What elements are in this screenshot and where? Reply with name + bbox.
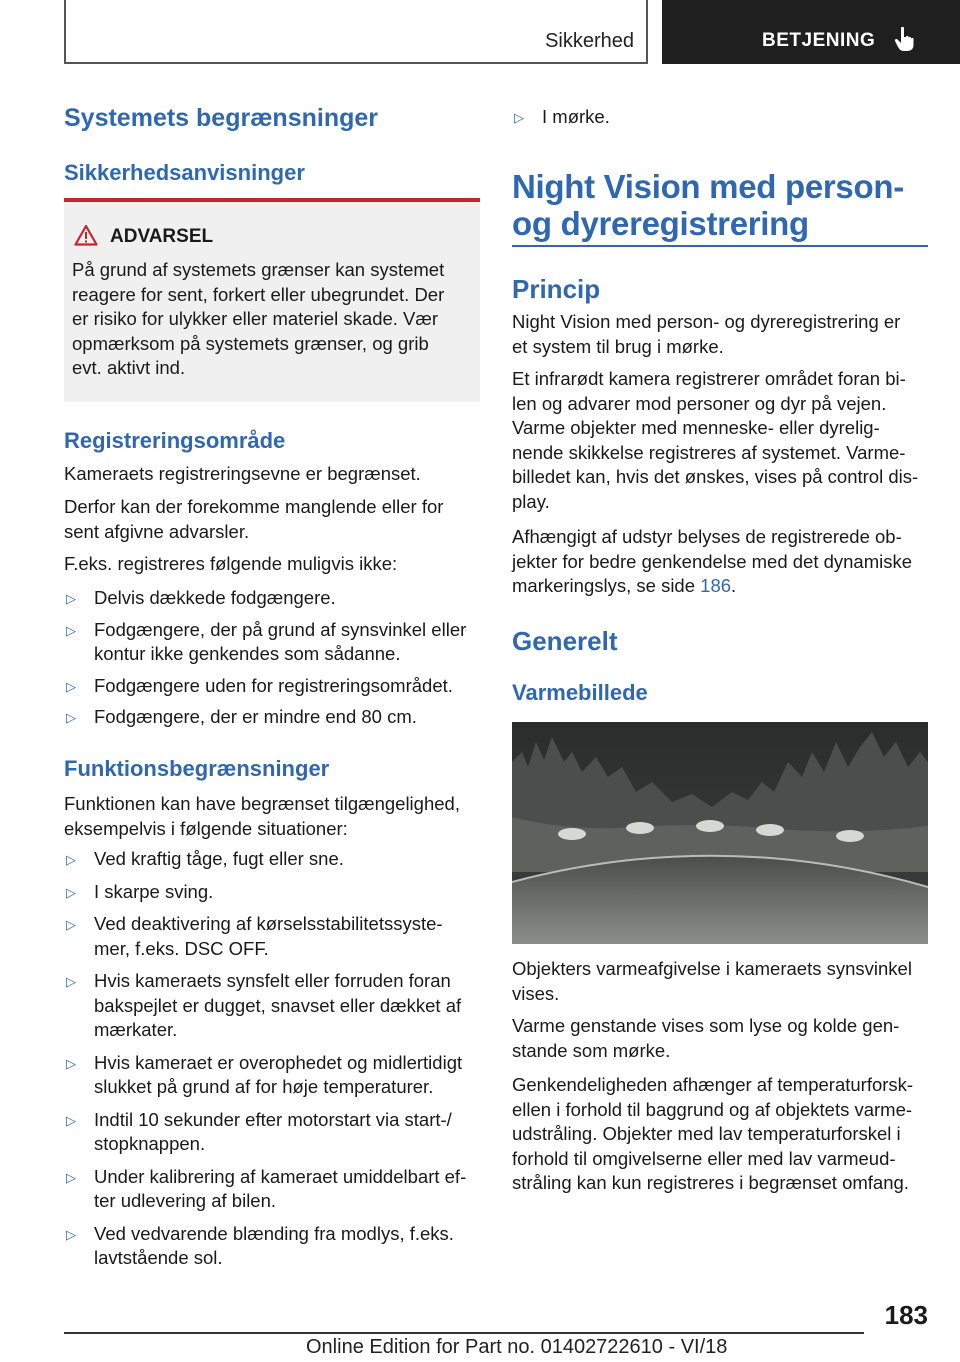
left-heading-registrering: Registreringsområde xyxy=(64,428,286,453)
bullet-triangle-icon: ▷ xyxy=(66,1055,76,1071)
warning-line: På grund af systemets grænser kan systemet xyxy=(72,259,445,280)
bullet-text: I mørke. xyxy=(542,106,610,127)
bullet-text: bakspejlet er dugget, snavset eller dækket af xyxy=(94,994,462,1016)
bullet-text: I skarpe sving. xyxy=(94,880,214,902)
list-item xyxy=(64,969,480,1043)
after-img-line: udstråling. Objekter med lav temperaturforskel i xyxy=(512,1123,901,1144)
princip-line-text: markeringslys, se side xyxy=(512,575,701,596)
left-heading-funktion: Funktionsbegrænsninger xyxy=(64,756,330,781)
after-img-line: Varme genstande vises som lyse og kolde gen- xyxy=(512,1015,900,1036)
list-item xyxy=(64,880,480,905)
list-item xyxy=(64,618,480,667)
bullet-text: slukket på grund af for høje temperaturer. xyxy=(94,1076,434,1097)
list-item xyxy=(64,847,480,872)
bullet-text: ter udlevering af bilen. xyxy=(94,1190,277,1211)
list-item xyxy=(64,674,480,699)
princip-line: nende skikkelse registreres af systemet. Varme- xyxy=(512,441,906,463)
list-item xyxy=(64,705,480,730)
bullet-triangle-icon: ▷ xyxy=(514,110,524,125)
warning-triangle-icon xyxy=(74,224,98,246)
after-img-line: Genkendeligheden afhænger af temperaturforsk- xyxy=(512,1074,914,1095)
warning-line: opmærksom på systemets grænser, og grib xyxy=(72,332,429,354)
princip-line: len og advarer mod personer og dyr på vejen. xyxy=(512,392,887,414)
footer-divider xyxy=(64,1332,864,1334)
bullet-text: Under kalibrering af kameraet umiddelbart ef- xyxy=(94,1165,467,1187)
list-item xyxy=(64,1165,480,1214)
bullet-triangle-icon: ▷ xyxy=(66,1226,76,1242)
warning-line: evt. aktivt ind. xyxy=(72,357,186,378)
list-item xyxy=(64,586,480,611)
page-number: 183 xyxy=(884,1300,928,1330)
header-section-box xyxy=(64,0,648,64)
func-bullet-list xyxy=(64,847,480,1271)
bullet-text: Fodgængere, der på grund af synsvinkel eller xyxy=(94,618,467,640)
right-title-line: Night Vision med person- xyxy=(512,168,904,205)
after-img-line: ellen i forhold til baggrund og af objektets varme- xyxy=(512,1098,913,1120)
reg-paragraph-2-line: Derfor kan der forekomme manglende eller for xyxy=(64,496,444,517)
bullet-text: Ved deaktivering af kørselsstabilitetssyste- xyxy=(94,913,443,934)
princip-paragraph-1 xyxy=(512,310,900,359)
princip-line: jekter for bedre genkendelse med det dynamiske xyxy=(512,550,913,572)
animal-shape xyxy=(696,820,724,832)
bullet-text: Ved kraftig tåge, fugt eller sne. xyxy=(94,848,344,869)
after-img-line: stande som mørke. xyxy=(512,1039,671,1061)
list-item xyxy=(64,912,480,961)
princip-line: Night Vision med person- og dyreregistrering er xyxy=(512,311,901,332)
bullet-text: Hvis kameraet er overophedet og midlertidigt xyxy=(94,1051,463,1073)
left-heading-sikkerhed: Sikkerhedsanvisninger xyxy=(64,160,305,185)
list-item xyxy=(512,105,928,130)
reg-paragraph-2 xyxy=(64,495,443,544)
warning-line: er risiko for ulykker eller materiel skade. Vær xyxy=(72,308,438,329)
title-underline xyxy=(512,245,928,247)
bullet-text: stopknappen. xyxy=(94,1133,206,1154)
after-img-paragraph-3 xyxy=(512,1073,913,1196)
bullet-triangle-icon: ▷ xyxy=(66,917,76,932)
func-paragraph-line: eksempelvis i følgende situationer: xyxy=(64,817,348,839)
footer-edition: Online Edition for Part no. 01402722610 - VI/18 xyxy=(306,1336,728,1358)
bullet-triangle-icon: ▷ xyxy=(66,974,76,989)
bullet-text: Fodgængere, der er mindre end 80 cm. xyxy=(94,706,417,727)
after-img-line: vises. xyxy=(512,982,560,1004)
reg-paragraph-2-line: sent afgivne advarsler. xyxy=(64,520,250,542)
bullet-triangle-icon: ▷ xyxy=(66,710,76,725)
func-paragraph xyxy=(64,792,460,841)
princip-line xyxy=(512,574,912,599)
header-chapter-box xyxy=(662,0,960,64)
bullet-triangle-icon: ▷ xyxy=(66,1169,76,1185)
animal-shape xyxy=(836,830,864,842)
bullet-triangle-icon: ▷ xyxy=(66,884,76,900)
animal-shape xyxy=(756,824,784,836)
bullet-text: Indtil 10 sekunder efter motorstart via start-/ xyxy=(94,1108,452,1130)
princip-paragraph-2 xyxy=(512,367,918,514)
bullet-triangle-icon: ▷ xyxy=(66,622,76,638)
bullet-text: lavtstående sol. xyxy=(94,1247,223,1268)
heading-princip: Princip xyxy=(512,274,601,304)
reg-paragraph-3: F.eks. registreres følgende muligvis ikke: xyxy=(64,553,398,574)
reg-bullet-list xyxy=(64,586,480,730)
hand-pointer-icon xyxy=(894,26,916,52)
heading-varmebillede: Varmebillede xyxy=(512,680,648,705)
after-img-line: stråling kan kun registreres i begrænset omfang. xyxy=(512,1172,909,1193)
bullet-text: Ved vedvarende blænding fra modlys, f.eks. xyxy=(94,1222,454,1244)
animal-shape xyxy=(558,828,586,840)
list-item xyxy=(64,1222,480,1271)
left-heading-systemets: Systemets begrænsninger xyxy=(64,104,378,132)
warning-line: reagere for sent, forkert eller ubegrundet. Der xyxy=(72,283,445,305)
bullet-text: mærkater. xyxy=(94,1019,178,1040)
animal-shape xyxy=(626,822,654,834)
bullet-text: Delvis dækkede fodgængere. xyxy=(94,587,336,608)
princip-line: Et infrarødt kamera registrerer området foran bi- xyxy=(512,368,906,389)
warning-label: ADVARSEL xyxy=(110,226,214,247)
right-top-bullet-list xyxy=(512,105,928,130)
warning-box xyxy=(64,198,480,402)
after-img-paragraph-2 xyxy=(512,1014,899,1063)
warning-text xyxy=(72,258,476,381)
right-title xyxy=(512,168,928,242)
header-section-title: Sikkerhed xyxy=(545,30,634,52)
bullet-triangle-icon: ▷ xyxy=(66,852,76,867)
after-img-paragraph-1 xyxy=(512,957,912,1006)
after-img-line: Objekters varmeafgivelse i kameraets synsvinkel xyxy=(512,958,912,979)
princip-paragraph-3 xyxy=(512,525,912,599)
bullet-triangle-icon: ▷ xyxy=(66,1112,76,1128)
reg-paragraph-1: Kameraets registreringsevne er begrænset. xyxy=(64,463,421,484)
list-item xyxy=(64,1051,480,1100)
princip-line: play. xyxy=(512,490,550,512)
page-reference-link[interactable]: 186 xyxy=(700,575,732,596)
heading-generelt: Generelt xyxy=(512,626,618,656)
princip-line-end: . xyxy=(731,575,737,596)
bullet-text: Hvis kameraets synsfelt eller forruden foran xyxy=(94,970,451,991)
list-item xyxy=(64,1108,480,1157)
princip-line: et system til brug i mørke. xyxy=(512,335,724,357)
bullet-triangle-icon: ▷ xyxy=(66,591,76,606)
bullet-text: mer, f.eks. DSC OFF. xyxy=(94,937,269,959)
bullet-text: Fodgængere uden for registreringsområdet. xyxy=(94,674,453,696)
princip-line: Afhængigt af udstyr belyses de registrerede ob- xyxy=(512,526,902,547)
right-title-line: og dyreregistrering xyxy=(512,205,809,242)
princip-line: Varme objekter med menneske- eller dyrelig- xyxy=(512,417,880,438)
header-chapter-title: BETJENING xyxy=(762,30,876,51)
bullet-triangle-icon: ▷ xyxy=(66,678,76,694)
princip-line: billedet kan, hvis det ønskes, vises på control dis- xyxy=(512,466,919,487)
func-paragraph-line: Funktionen kan have begrænset tilgængelighed, xyxy=(64,793,460,814)
after-img-line: forhold til omgivelserne eller med lav varmeud- xyxy=(512,1147,896,1169)
thermal-image xyxy=(512,722,928,944)
bullet-text: kontur ikke genkendes som sådanne. xyxy=(94,643,401,664)
